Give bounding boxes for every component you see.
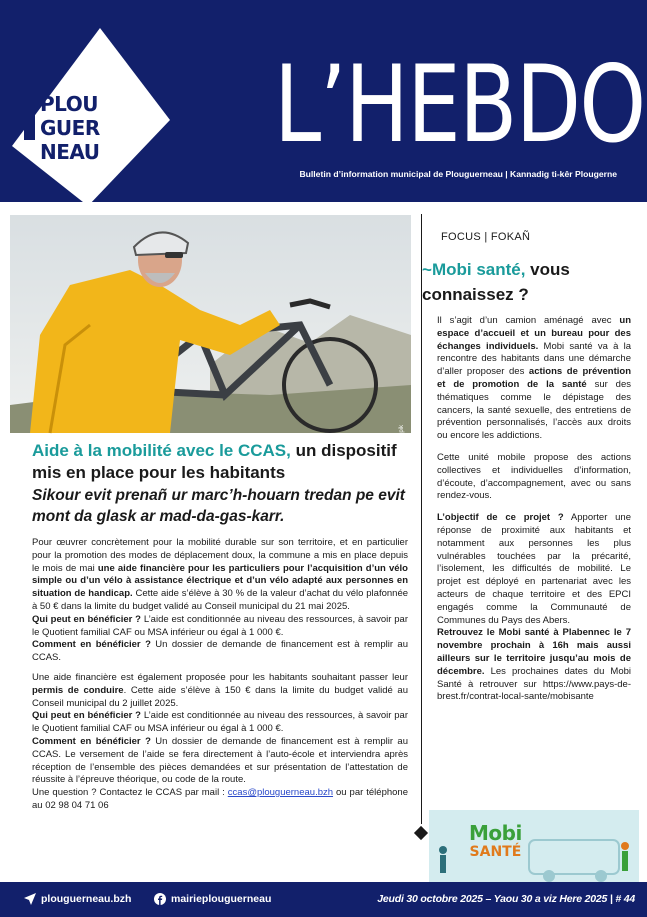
logo-line-3: NEAU <box>40 140 100 164</box>
mobi-sante-illustration <box>429 810 639 882</box>
focus-paragraph-1: Il s’agit d’un camion aménagé avec un espace d’accueil et un bureau pour des échanges individuels. Mobi santé va à la rencontre des habitants dans une démarche d’aller proposer des actions de prévention et de promotion de la santé sur des thématiques comme le dépistage des cancers, la santé sexuelle, des entretiens de prévention personnalisés, l’accès aux droits ou encore les addictions. <box>437 315 632 442</box>
article-body <box>32 537 408 813</box>
focus-label: FOCUS | FOKAÑ <box>441 231 531 243</box>
paragraph-license-aid: Une aide financière est également proposée pour les habitants souhaitant passer leur permis de conduire. Cette aide s’élève à 150 € dans la limite du budget validé au Conseil municipal du 2 juillet 2025. <box>32 671 408 709</box>
focus-body <box>437 315 631 704</box>
mobi-sante-logo: Mobi SANTÉ <box>469 821 522 860</box>
faq-who-bike: Qui peut en bénéficier ? L’aide est conditionnée au niveau des ressources, à savoir par le Quotient familial CAF ou MSA inférieur ou égal à 1 000 €. <box>32 613 409 638</box>
publication-subtitle: Bulletin d’information municipal de Plouguerneau | Kannadig ti-kêr Plougerne <box>299 169 617 179</box>
faq-how-license: Comment en bénéficier ? Un dossier de demande de financement est à remplir au CCAS. Le versement de l’aide se fera directement à l’auto-école et interviendra après réception de l’ensemble des pièces demandées et sur présentation de l’attestation de réussite à l’épreuve théorique, ou code de la route. <box>32 735 408 786</box>
focus-paragraph-3: L’objectif de ce projet ? Apporter une réponse de proximité aux habitants et notamment aux personnes les plus vulnérables touchées par la précarité, l’isolement, les difficultés de mobilité. Le projet est déployé en partenariat avec les acteurs de chaque territoire et des EPCI engagés comme la Communauté de Communes du Pays des Abers. <box>437 512 631 626</box>
logo-line-2: GUER <box>40 116 100 140</box>
breton-subtitle: Sikour evit prenañ ur marc’h-houarn tredan pe evit mont da glask ar mad-da-gas-karr. <box>32 487 405 525</box>
contact-line: Une question ? Contactez le CCAS par mail : ccas@plouguerneau.bzh ou par téléphone au 02 98 04 71 06 <box>32 787 408 811</box>
website-link[interactable]: plouguerneau.bzh <box>24 893 131 905</box>
facebook-icon <box>154 893 166 905</box>
logo-wordmark <box>40 92 100 164</box>
paragraph-bike-aid: Pour œuvrer concrètement pour la mobilité durable sur son territoire, et en particulier pour la promotion des modes de déplacement doux, la commune a mis en place depuis le mois de mai une aide financière pour les particuliers pour l’acquisition d’un vélo simple ou d’un vélo à assistance électrique et d’un vélo adapté aux personnes en situation de handicap. Cette aide s’élève à 30 % de la valeur d’achat du vélo plafonnée à 50 € dans la limite du budget validé au Conseil municipal du 21 mai 2025. <box>32 537 409 612</box>
divider-ornament <box>414 826 428 840</box>
faq-who-license: Qui peut en bénéficier ? L’aide est conditionnée au niveau des ressources, à savoir par le Quotient familial CAF ou MSA inférieur ou égal à 1 000 €. <box>32 710 409 735</box>
article-headline <box>32 440 408 484</box>
faq-how-bike: Comment en bénéficier ? Un dossier de demande de financement est à remplir au CCAS. <box>32 639 408 664</box>
photo-credit: Freepik <box>399 425 405 446</box>
logo-line-1: PLOU <box>40 92 98 116</box>
wave-ornament-icon: ~ <box>422 260 432 279</box>
main-article <box>32 440 408 813</box>
publication-title: L’HEBDO <box>274 43 645 166</box>
issue-date: Jeudi 30 octobre 2025 – Yaou 30 a viz Here 2025 | # 44 <box>377 893 635 905</box>
ccas-email-link[interactable]: ccas@plouguerneau.bzh <box>227 787 334 799</box>
footer-bar <box>0 882 647 917</box>
facebook-link[interactable]: mairieplouguerneau <box>154 893 271 905</box>
location-arrow-icon <box>24 893 36 905</box>
plouguerneau-logo[interactable] <box>0 28 170 206</box>
masthead <box>0 0 647 202</box>
focus-title: ~Mobi santé, vous connaissez ? <box>422 260 570 304</box>
headline-highlight: Aide à la mobilité avec le CCAS, <box>32 441 291 460</box>
cyclist-photo <box>10 215 411 446</box>
focus-paragraph-2: Cette unité mobile propose des actions collectives et individuelles d’information, d’écoute, d’accompagnement, avec ou sans rendez-vous. <box>437 451 631 502</box>
focus-paragraph-4: Retrouvez le Mobi santé à Plabennec le 7 novembre prochain à 16h mais aussi ailleurs sur le territoire jusqu’au mois de décembre. Les prochaines dates du Mobi Santé à retrouver sur https://www.pays-de-brest.fr/contrat-local-sante/mobisante <box>437 627 631 703</box>
headline-rest: un dispositif mis en place pour les habitants <box>32 441 397 482</box>
